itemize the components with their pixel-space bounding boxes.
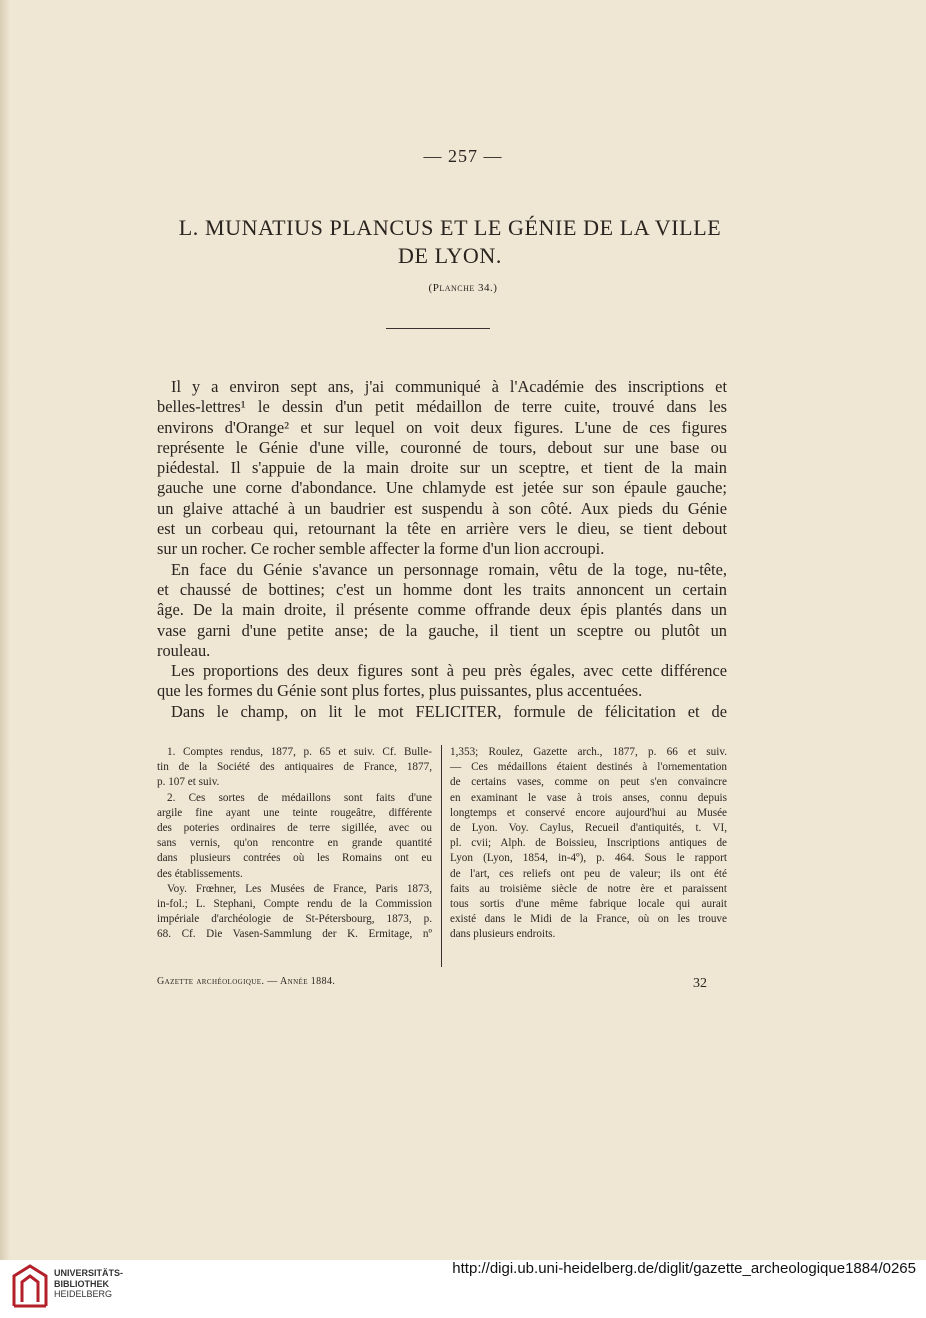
footnote-line: impériale d'archéologie de St-Pétersbourg, 1873, p. xyxy=(157,913,432,926)
footnote-line: faits au troisième siècle de notre ère et paraissent xyxy=(450,882,727,895)
footnote-line: 1. Comptes rendus, 1877, p. 65 et suiv. Cf. Bulle- xyxy=(167,746,432,758)
footnote-line: 2. Ces sortes de médaillons sont faits d'une xyxy=(167,791,432,804)
university-library-logo-icon xyxy=(10,1262,50,1310)
body-line: Les proportions des deux figures sont à peu près égales, avec cette différence xyxy=(171,661,727,681)
footnote-line: in-fol.; L. Stephani, Compte rendu de la Commission xyxy=(157,897,432,910)
footnote-line: existé dans le Midi de la France, où on les trouve xyxy=(450,913,727,926)
footnote-column-divider xyxy=(441,745,442,967)
footnote-line: tous sortis d'une même fabrique locale qui aurait xyxy=(450,897,727,910)
title-rule xyxy=(386,328,490,329)
footnote-line: p. 107 et suiv. xyxy=(157,776,220,789)
page-number: — 257 — xyxy=(423,146,503,166)
body-line: gauche une corne d'abondance. Une chlamyde est jetée sur son épaule gauche; xyxy=(157,478,727,498)
body-line: Dans le champ, on lit le mot FELICITER, formule de félicitation et de xyxy=(171,701,727,721)
body-line: belles-lettres¹ le dessin d'un petit médaillon de terre cuite, trouvé dans les xyxy=(157,397,727,417)
body-line: et chaussé de bottines; c'est un homme dont les traits annoncent un certain xyxy=(157,579,727,599)
footnotes-right-column xyxy=(450,745,727,942)
footnotes-left-column xyxy=(157,745,432,942)
footnote-line: de l'art, ces reliefs ont peu de valeur; ils ont été xyxy=(450,867,727,880)
body-line: Il y a environ sept ans, j'ai communiqué à l'Académie des inscriptions et xyxy=(171,377,727,396)
footnote-line: de Lyon. Voy. Caylus, Recueil d'antiquités, t. VI, xyxy=(450,821,727,834)
library-name-line-3: HEIDELBERG xyxy=(54,1289,113,1299)
footnote-line: tin de la Société des antiquaires de France, 1877, xyxy=(157,761,432,774)
body-line: un glaive attaché à un baudrier est suspendu à son côté. Aux pieds du Génie xyxy=(157,498,727,518)
library-name xyxy=(54,1268,123,1300)
article-title-line-1: L. MUNATIUS PLANCUS ET LE GÉNIE DE LA VILLE xyxy=(178,215,722,240)
source-url-link[interactable]: http://digi.ub.uni-heidelberg.de/diglit/gazette_archeologique1884/0265 xyxy=(452,1260,916,1277)
body-line: environs d'Orange² et sur lequel on voit deux figures. L'une de ces figures xyxy=(157,417,727,437)
footnote-line: en examinant le vase à trois anses, connu depuis xyxy=(450,791,727,804)
footnote-line: de certains vases, comme on peut s'en convaincre xyxy=(450,776,727,789)
body-line: représente le Génie d'une ville, couronné de tours, debout sur une base ou xyxy=(157,437,727,457)
footnote-line: sans vernis, qu'on rencontre en grande quantité xyxy=(157,837,432,850)
footnote-line: argile fine ayant une teinte rougeâtre, différente xyxy=(157,806,432,819)
body-line: En face du Génie s'avance un personnage romain, vêtu de la toge, nu-tête, xyxy=(171,559,727,579)
body-text xyxy=(157,377,727,722)
body-line: est un corbeau qui, retournant la tête en arrière vers le dieu, se tient debout xyxy=(157,519,727,539)
body-line: piédestal. Il s'appuie de la main droite sur un sceptre, et tient de la main xyxy=(157,458,727,478)
journal-footer: Gazette archéologique. — Année 1884. xyxy=(157,976,336,987)
body-line: âge. De la main droite, il présente comme offrande deux épis plantés dans un xyxy=(157,600,727,620)
footnote-line: Voy. Frœhner, Les Musées de France, Paris 1873, xyxy=(167,882,432,895)
footnote-line: 68. Cf. Die Vasen-Sammlung der K. Ermitage, nº xyxy=(157,928,432,941)
footnote-line: des établissements. xyxy=(157,867,243,880)
library-name-line-1: UNIVERSITÄTS- xyxy=(54,1268,124,1278)
footnote-line: longtemps et conservé encore aujourd'hui au Musée xyxy=(450,806,727,819)
body-line: vase garni d'une petite anse; de la gauche, il tient un sceptre ou plutôt un xyxy=(157,620,727,640)
footnote-line: 1,353; Roulez, Gazette arch., 1877, p. 66 et suiv. xyxy=(450,746,727,758)
library-name-line-2: BIBLIOTHEK xyxy=(54,1278,109,1289)
body-line: rouleau. xyxy=(157,640,211,660)
footnote-line: Lyon (Lyon, 1854, in-4º), p. 464. Sous le rapport xyxy=(450,852,727,865)
plate-reference: (Planche 34.) xyxy=(428,282,498,294)
footnote-line: pl. cvii; Alph. de Boissieu, Inscriptions antiques de xyxy=(450,837,727,850)
footnote-line: des poteries ordinaires de terre sigillée, avec ou xyxy=(157,821,432,834)
article-title-line-2: DE LYON. xyxy=(397,243,503,268)
footnote-line: dans plusieurs endroits. xyxy=(450,928,556,941)
footnote-line: dans plusieurs contrées où les Romains ont eu xyxy=(157,852,432,865)
page-fold-shadow xyxy=(0,0,10,1260)
footnote-line: — Ces médaillons étaient destinés à l'ornementation xyxy=(450,761,727,774)
body-line: sur un rocher. Ce rocher semble affecter la forme d'un lion accroupi. xyxy=(157,539,605,559)
signature-mark: 32 xyxy=(693,976,707,991)
body-line: que les formes du Génie sont plus fortes, plus puissantes, plus accentuées. xyxy=(157,681,643,701)
